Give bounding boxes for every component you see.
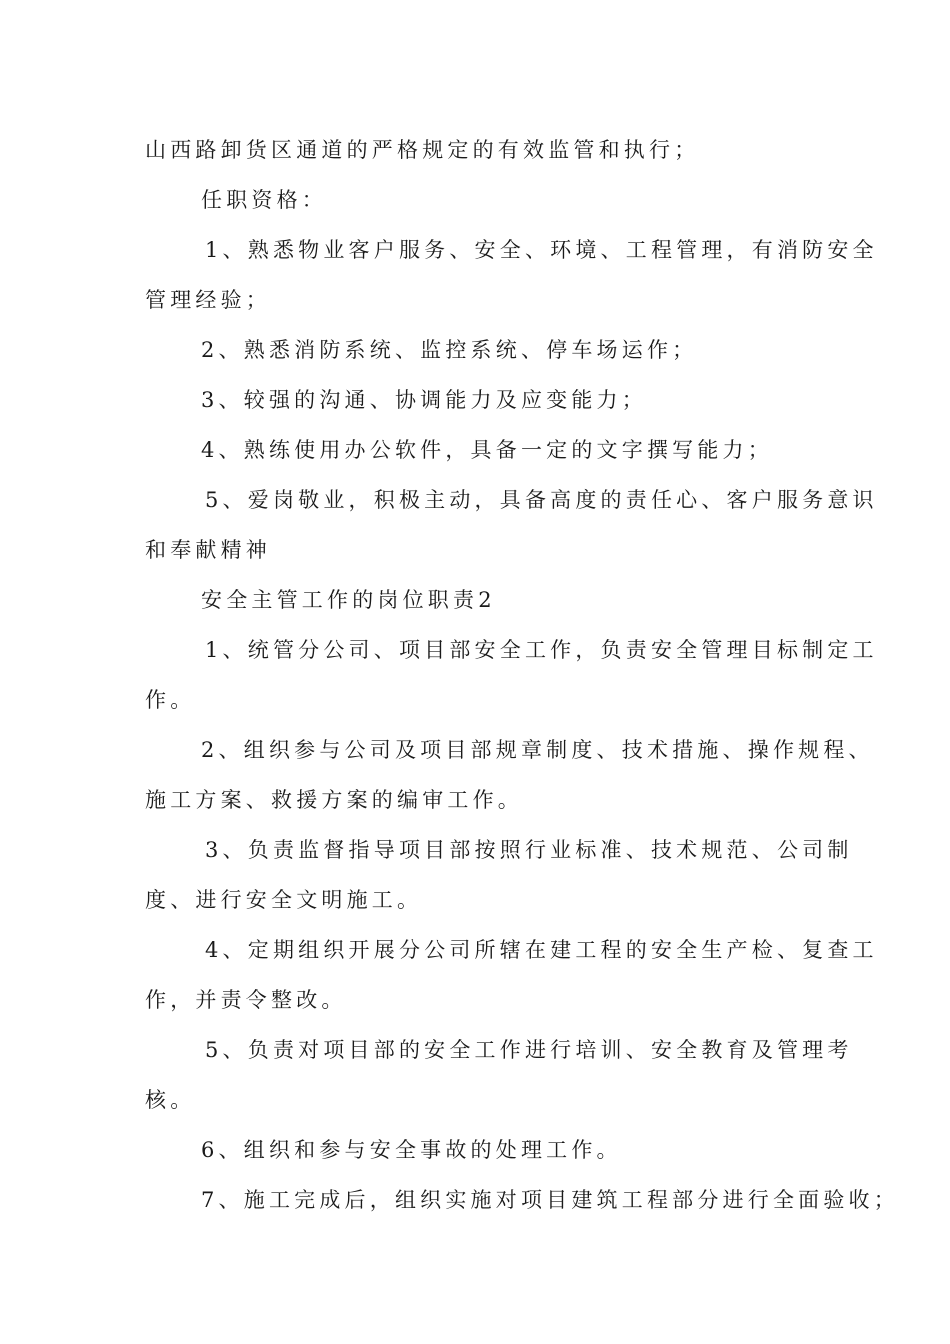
text-line: 4、定期组织开展分公司所辖在建工程的安全生产检、复查工 <box>205 938 878 962</box>
section-heading: 任职资格： <box>201 188 327 212</box>
text-line: 3、负责监督指导项目部按照行业标准、技术规范、公司制 <box>205 838 853 862</box>
text-line: 2、熟悉消防系统、监控系统、停车场运作； <box>201 338 698 362</box>
text-line: 3、较强的沟通、协调能力及应变能力； <box>201 388 647 412</box>
text-line: 作。 <box>145 688 196 712</box>
text-line: 施工方案、救援方案的编审工作。 <box>145 788 523 812</box>
text-line: 5、负责对项目部的安全工作进行培训、安全教育及管理考 <box>205 1038 853 1062</box>
text-line: 作，并责令整改。 <box>145 988 347 1012</box>
text-line: 6、组织和参与安全事故的处理工作。 <box>201 1138 622 1162</box>
text-line: 4、熟练使用办公软件，具备一定的文字撰写能力； <box>201 438 773 462</box>
text-line: 山西路卸货区通道的严格规定的有效监管和执行； <box>145 138 700 162</box>
text-line: 和奉献精神 <box>145 538 271 562</box>
text-line: 核。 <box>145 1088 196 1112</box>
text-line: 管理经验； <box>145 288 271 312</box>
text-line: 度、进行安全文明施工。 <box>145 888 423 912</box>
text-line: 1、统管分公司、项目部安全工作，负责安全管理目标制定工 <box>205 638 878 662</box>
text-line: 1、熟悉物业客户服务、安全、环境、工程管理，有消防安全 <box>205 238 878 262</box>
text-line: 5、爱岗敬业，积极主动，具备高度的责任心、客户服务意识 <box>205 488 878 512</box>
section-heading: 安全主管工作的岗位职责2 <box>201 588 496 612</box>
text-line: 7、施工完成后，组织实施对项目建筑工程部分进行全面验收； <box>201 1188 899 1212</box>
text-line: 2、组织参与公司及项目部规章制度、技术措施、操作规程、 <box>201 738 874 762</box>
